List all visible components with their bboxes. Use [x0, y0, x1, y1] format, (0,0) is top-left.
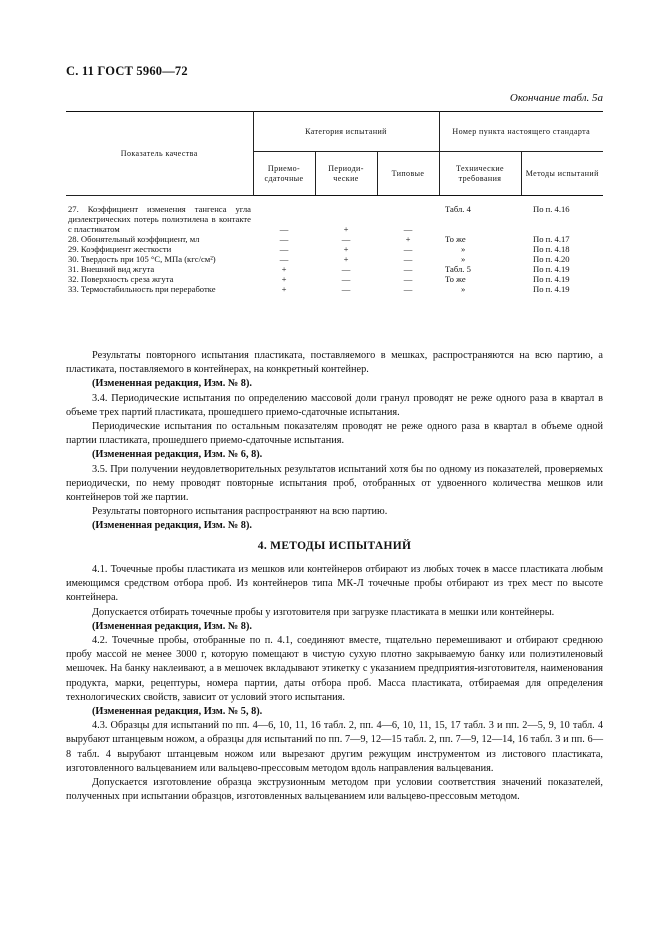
row-indicator: 31. Внешний вид жгута [68, 263, 155, 274]
row-acceptance: — [279, 243, 289, 254]
row-methods: По п. 4.18 [533, 243, 570, 254]
section-4-text [66, 563, 603, 804]
row-requirements: » [461, 283, 466, 294]
row-methods: По п. 4.19 [533, 273, 570, 284]
row-methods: По п. 4.16 [533, 203, 570, 214]
paragraph: Периодические испытания по остальным показателям проводят не реже одного раза в квартал в объеме одной партии пластиката, прошедшего приемо-сдаточные испытания. [66, 421, 603, 447]
section-3-text [66, 349, 603, 534]
paragraph: Допускается отбирать точечные пробы у изготовителя при загрузке пластиката в мешки или контейнеры. [92, 606, 555, 618]
amendment-note: (Измененная редакция, Изм. № 5, 8). [92, 706, 263, 718]
row-type: — [403, 273, 413, 284]
paragraph: 4.1. Точечные пробы пластиката из мешков или контейнеров отбирают из любых точек в массе пластиката любым имеющимся средством отбора проб. Из контейнеров типа МК-Л точечные пробы отбирают из трех мест по высоте контейнера. [66, 564, 603, 604]
row-requirements: Табл. 5 [445, 263, 471, 274]
row-indicator: 29. Коэффициент жесткости [68, 243, 172, 254]
row-periodic: — [341, 273, 351, 284]
row-requirements: » [461, 243, 466, 254]
row-indicator: 27. Коэффициент изменения тангенса угла диэлектрических потерь полиэтилена в контакте с пластикатом [68, 203, 251, 234]
paragraph: 3.5. При получении неудовлетворительных результатов испытаний хотя бы по одному из показателей, проверяемых периодически, по нему проводят повторные испытания проб, отобранных от удвоенного количества мешков или контейнеров той же партии. [66, 463, 603, 504]
paragraph: Допускается изготовление образца экструзионным методом при условии соответствия значений показателей, полученных при испытании образцов, изготовленных вальцеванием или вальцево-прессовым методом. [66, 777, 603, 803]
amendment-note: (Измененная редакция, Изм. № 8). [92, 620, 252, 632]
row-periodic: + [343, 253, 349, 264]
row-methods: По п. 4.19 [533, 263, 570, 274]
amendment-note: (Измененная редакция, Изм. № 6, 8). [92, 449, 263, 461]
row-requirements: То же [445, 233, 466, 244]
row-periodic: + [343, 243, 349, 254]
row-acceptance: + [281, 263, 287, 274]
quality-indicators-table [66, 111, 603, 294]
row-type: — [403, 253, 413, 264]
row-periodic: — [341, 263, 351, 274]
row-acceptance: + [281, 283, 287, 294]
row-type: — [403, 243, 413, 254]
row-type: — [403, 263, 413, 274]
paragraph: 4.3. Образцы для испытаний по пп. 4—6, 10, 11, 16 табл. 2, пп. 4—6, 10, 11, 15, 17 табл. 3 и пп. 2—5, 9, 10 табл. 4 вырубают штанцевым ножом, а образцы для испытаний по пп. 7—9, 12—15 табл. 2, пп. 7—9, 12—14, 16 табл. 3 и пп. 6—8 табл. 4 вырубают штанцевым ножом или вырезают другим режущим инструментом из листового пластиката, изготовленного вальцеванием или вальцево-прессовым методом вдоль направления вальцевания. [66, 720, 603, 774]
row-requirements: Табл. 4 [445, 203, 471, 214]
row-acceptance: + [281, 273, 287, 284]
col-header-clause: Номер пункта настоящего стандарта [439, 112, 603, 152]
col-header-indicator: Показатель качества [66, 112, 253, 196]
row-acceptance: — [279, 233, 289, 244]
row-acceptance: — [279, 223, 289, 234]
col-header-periodic: Периоди-ческие [315, 152, 377, 196]
row-periodic: — [341, 283, 351, 294]
table-row [66, 264, 603, 274]
row-indicator: 28. Обонятельный коэффициент, мл [68, 233, 200, 244]
paragraph: 3.4. Периодические испытания по определению массовой доли гранул проводят не реже одного раза в квартал в объеме трех партий пластиката, прошедшего приемо-сдаточные испытания. [66, 392, 603, 418]
row-type: — [403, 283, 413, 294]
row-periodic: + [343, 223, 349, 234]
row-indicator: 30. Твердость при 105 °С, МПа (кгс/см²) [68, 253, 216, 264]
amendment-note: (Измененная редакция, Изм. № 8). [92, 520, 252, 532]
table-row [66, 284, 603, 294]
table-row [66, 234, 603, 244]
table-row [66, 244, 603, 254]
paragraph: 4.2. Точечные пробы, отобранные по п. 4.1, соединяют вместе, тщательно перемешивают и отбирают среднюю пробу массой не менее 3000 г, которую помещают в чистую сухую плотно закрываемую банку или полиэтиленовый мешочек. На банку наклеивают, а в мешочек вкладывают этикетку с указанием предприятия-изготовителя, наименования продукта, марки, рецептуры, номера партии, даты отбора проб. Масса пластиката, отбираемая для определения технологических свойств, зависит от условий этого испытания. [66, 635, 603, 703]
row-acceptance: — [279, 253, 289, 264]
amendment-note: (Измененная редакция, Изм. № 8). [92, 378, 252, 390]
paragraph: Результаты повторного испытания пластиката, поставляемого в мешках, распространяются на всю партию, а пластиката, поставляемого в контейнерах, на конкретный контейнер. [66, 350, 603, 376]
row-type: — [403, 223, 413, 234]
table-row [66, 204, 603, 234]
row-methods: По п. 4.17 [533, 233, 570, 244]
col-header-category: Категория испытаний [253, 112, 439, 152]
paragraph: Результаты повторного испытания распространяют на всю партию. [92, 506, 388, 518]
col-header-acceptance: Приемо-сдаточные [253, 152, 315, 196]
table-row [66, 254, 603, 264]
table-row [66, 274, 603, 284]
row-requirements: То же [445, 273, 466, 284]
col-header-type: Типовые [377, 152, 439, 196]
row-indicator: 33. Термостабильность при переработке [68, 283, 216, 294]
row-requirements: » [461, 253, 466, 264]
row-indicator: 32. Поверхность среза жгута [68, 273, 174, 284]
page-header: С. 11 ГОСТ 5960—72 [66, 64, 188, 78]
row-type: + [405, 233, 411, 244]
row-periodic: — [341, 233, 351, 244]
row-methods: По п. 4.19 [533, 283, 570, 294]
col-header-methods: Методы испытаний [521, 152, 603, 196]
col-header-requirements: Технические требования [439, 152, 521, 196]
table-continuation-note: Окончание табл. 5а [509, 92, 603, 104]
section-title: 4. МЕТОДЫ ИСПЫТАНИЙ [257, 540, 412, 552]
row-methods: По п. 4.20 [533, 253, 570, 264]
